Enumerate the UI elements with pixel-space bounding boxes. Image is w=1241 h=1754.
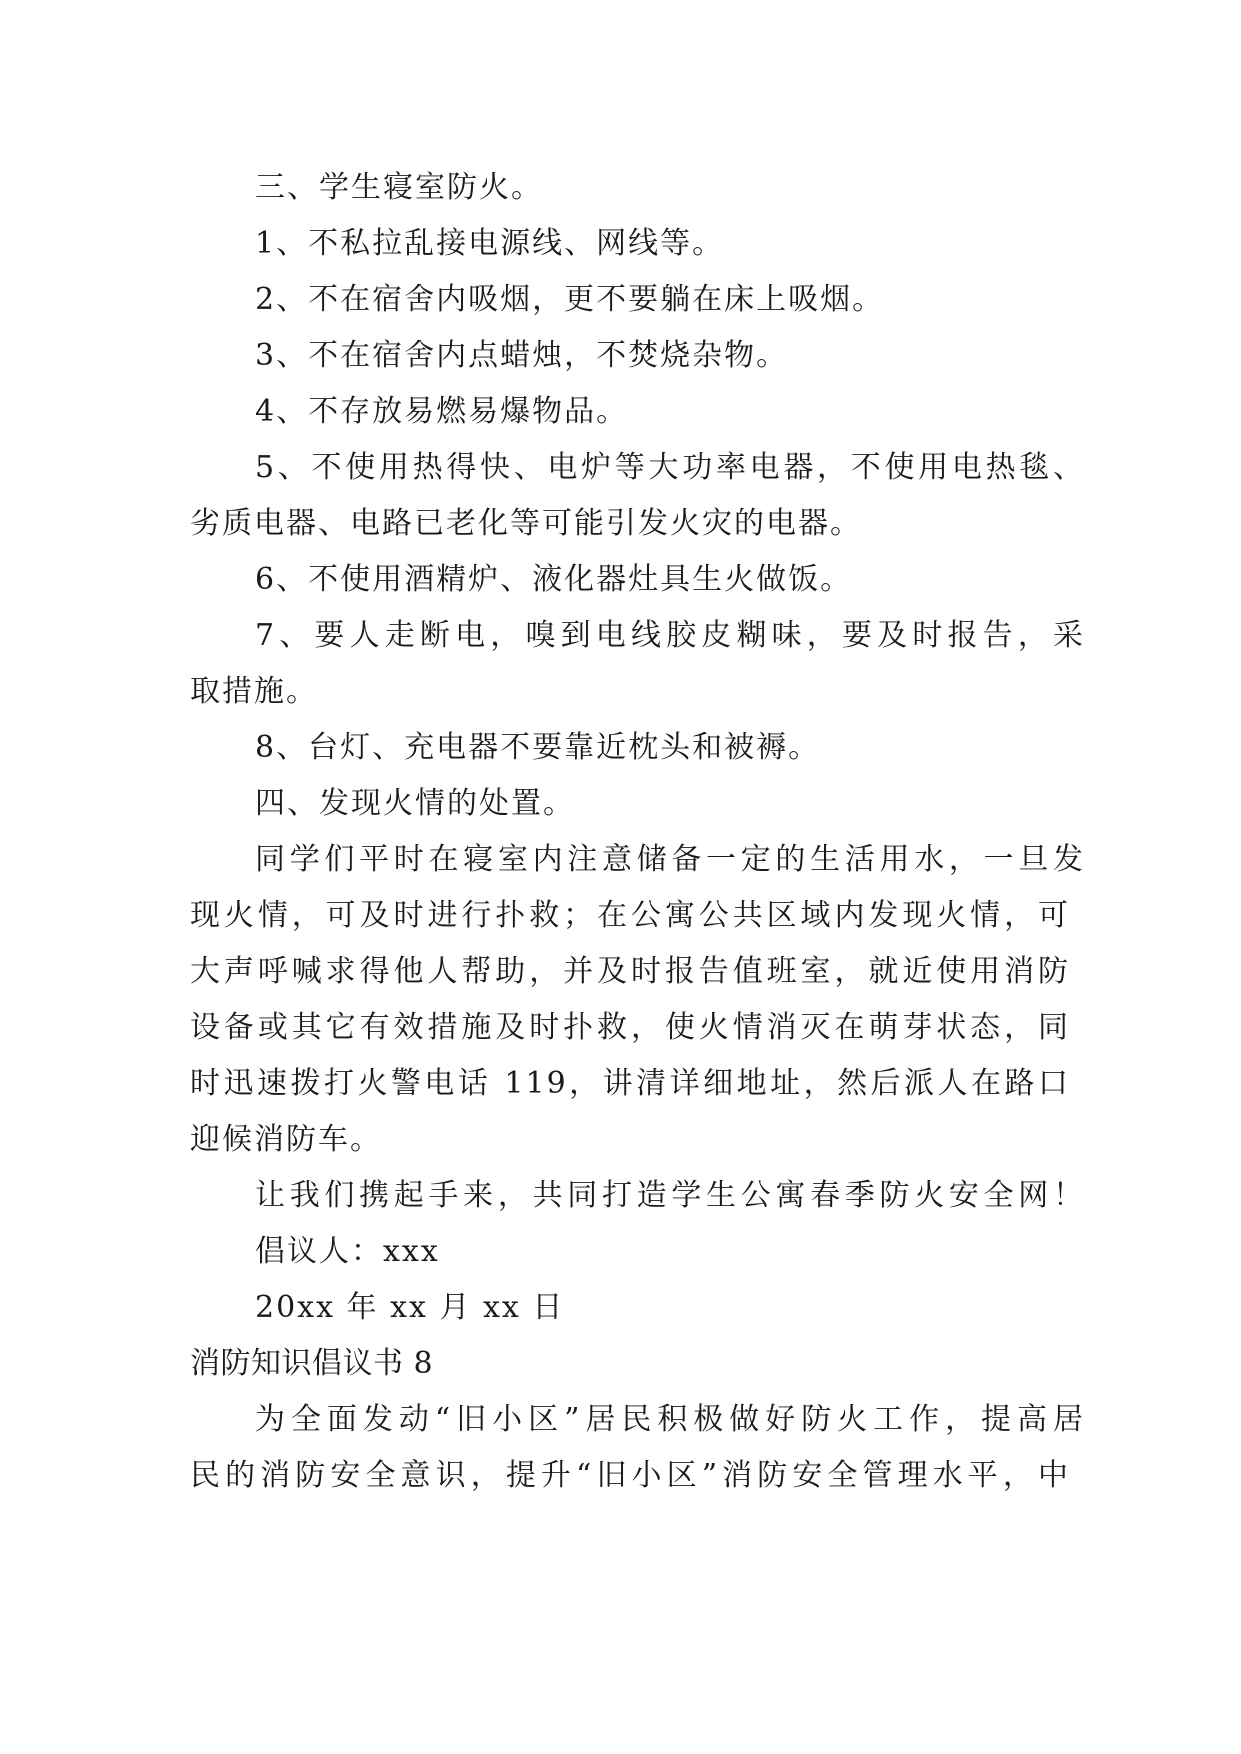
rule-5-line-2: 劣质电器、电路已老化等可能引发火灾的电器。: [190, 506, 862, 541]
date-line: 20xx 年 xx 月 xx 日: [255, 1290, 565, 1325]
rule-3: 3、不在宿舍内点蜡烛，不焚烧杂物。: [255, 338, 789, 373]
rule-5-line-1: 5、不使用热得快、电炉等大功率电器，不使用电热毯、: [255, 450, 1085, 485]
document-title-8: 消防知识倡议书 8: [190, 1346, 434, 1381]
response-paragraph-line-1: 同学们平时在寝室内注意储备一定的生活用水，一旦发: [255, 842, 1085, 877]
section-heading-fire-response: 四、发现火情的处置。: [255, 786, 575, 821]
response-paragraph-line-2: 现火情，可及时进行扑救；在公寓公共区域内发现火情，可: [190, 898, 1070, 933]
rule-7-line-2: 取措施。: [190, 674, 318, 709]
section-heading-dorm-fire: 三、学生寝室防火。: [255, 170, 543, 205]
rule-6: 6、不使用酒精炉、液化器灶具生火做饭。: [255, 562, 853, 597]
rule-2: 2、不在宿舍内吸烟，更不要躺在床上吸烟。: [255, 282, 885, 317]
rule-1: 1、不私拉乱接电源线、网线等。: [255, 226, 725, 261]
rule-8: 8、台灯、充电器不要靠近枕头和被褥。: [255, 730, 821, 765]
rule-7-line-1: 7、要人走断电，嗅到电线胶皮糊味，要及时报告，采: [255, 618, 1085, 653]
rule-4: 4、不存放易燃易爆物品。: [255, 394, 629, 429]
response-paragraph-line-3: 大声呼喊求得他人帮助，并及时报告值班室，就近使用消防: [190, 954, 1070, 989]
response-paragraph-line-5: 时迅速拨打火警电话 119，讲清详细地址，然后派人在路口: [190, 1066, 1070, 1101]
initiator-line: 倡议人：xxx: [255, 1234, 440, 1269]
intro-paragraph-line-1: 为全面发动“旧小区”居民积极做好防火工作，提高居: [255, 1402, 1085, 1437]
intro-paragraph-line-2: 民的消防安全意识，提升“旧小区”消防安全管理水平，中: [190, 1458, 1070, 1493]
closing-slogan: 让我们携起手来，共同打造学生公寓春季防火安全网！: [255, 1178, 1085, 1213]
response-paragraph-line-6: 迎候消防车。: [190, 1122, 382, 1157]
response-paragraph-line-4: 设备或其它有效措施及时扑救，使火情消灭在萌芽状态，同: [190, 1010, 1070, 1045]
